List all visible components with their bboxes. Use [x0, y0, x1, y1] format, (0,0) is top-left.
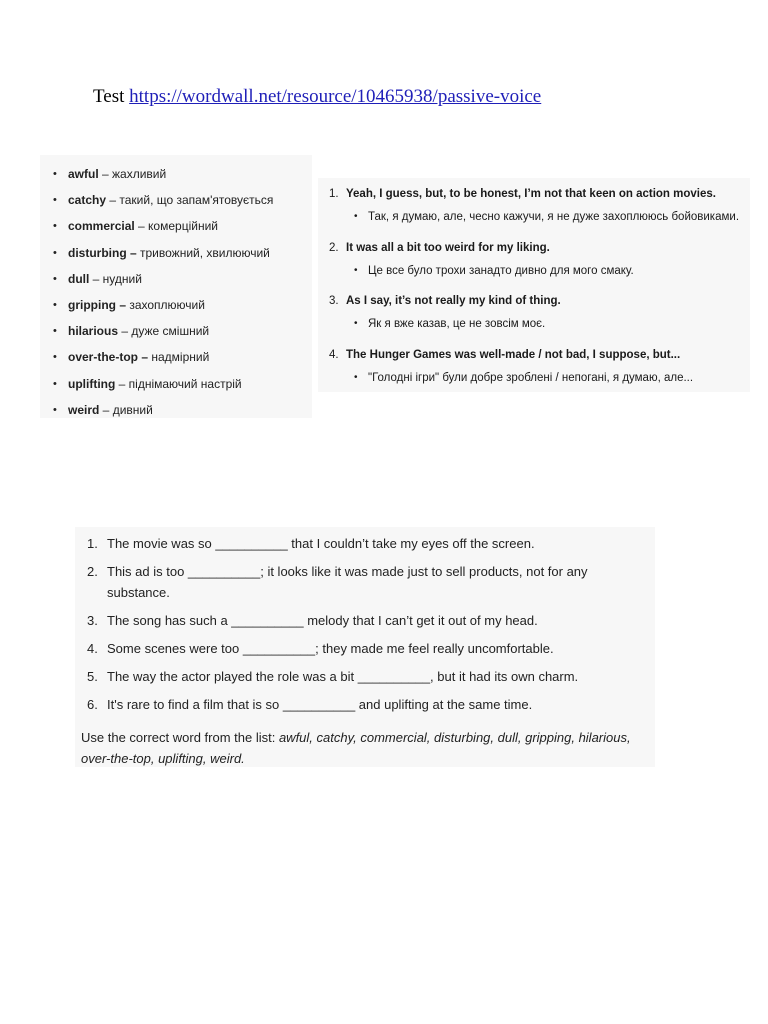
bullet-icon: •: [53, 194, 57, 207]
instruction-prefix: Use the correct word from the list:: [81, 730, 279, 745]
exercise-list: [75, 527, 655, 715]
list-item: [40, 344, 312, 370]
phrase-number: 4.: [329, 348, 339, 361]
phrase-translation-row: [346, 372, 750, 384]
vocab-term: gripping –: [68, 297, 126, 312]
test-label: Test: [93, 86, 125, 107]
exercise-item: [75, 638, 607, 659]
list-item: [40, 187, 312, 213]
vocabulary-panel: [40, 155, 312, 418]
list-item: [40, 161, 312, 187]
bullet-icon: •: [354, 211, 358, 222]
exercise-item: [75, 666, 607, 687]
exercise-sentence: The song has such a __________ melody that I can’t get it out of my head.: [107, 613, 538, 628]
bullet-icon: •: [53, 246, 57, 259]
bullet-icon: •: [53, 403, 57, 416]
exercise-instruction: [81, 727, 651, 769]
instruction-word-list: awful, catchy, commercial, disturbing, dull, gripping, hilarious, over-the-top, uplifting, weird.: [81, 730, 631, 766]
bullet-icon: •: [53, 298, 57, 311]
vocab-separator: –: [98, 167, 113, 181]
wordwall-link[interactable]: https://wordwall.net/resource/10465938/passive-voice: [129, 86, 542, 107]
vocab-translation: такий, що запам'ятовується: [119, 193, 274, 208]
list-item: [318, 238, 750, 292]
exercise-item: [75, 694, 607, 715]
vocab-term: over-the-top –: [68, 350, 149, 365]
phrase-english: It was all a bit too weird for my liking.: [346, 241, 550, 254]
vocab-translation: жахливий: [112, 167, 167, 181]
bullet-icon: •: [354, 371, 358, 383]
vocab-term: uplifting: [68, 376, 116, 391]
exercise-sentence: Some scenes were too __________; they made me feel really uncomfortable.: [107, 641, 554, 656]
list-item: [40, 397, 312, 423]
list-item: [40, 240, 312, 266]
phrase-translation-row: [346, 318, 750, 330]
list-item: [318, 184, 750, 238]
exercise-number: 6.: [87, 697, 98, 712]
vocab-separator: –: [89, 271, 103, 286]
phrase-ukrainian: "Голодні ігри" були добре зроблені / непогані, я думаю, але...: [368, 371, 694, 384]
exercise-number: 1.: [87, 536, 98, 551]
bullet-icon: •: [53, 168, 57, 180]
phrase-translation-row: [346, 265, 750, 277]
phrase-translation-row: [346, 211, 750, 223]
phrase-english: Yeah, I guess, but, to be honest, I’m not that keen on action movies.: [346, 188, 716, 200]
exercise-number: 4.: [87, 641, 98, 656]
vocab-term: commercial: [68, 219, 135, 234]
test-link-line: [93, 86, 541, 108]
vocab-term: dull: [68, 271, 90, 286]
exercise-item: [75, 610, 607, 631]
exercise-sentence: The movie was so __________ that I couldn’t take my eyes off the screen.: [107, 536, 535, 551]
vocab-separator: –: [106, 193, 120, 208]
exercise-number: 2.: [87, 564, 98, 579]
exercise-sentence: This ad is too __________; it looks like it was made just to sell products, not for any substance.: [107, 564, 588, 600]
list-item: [40, 266, 312, 292]
phrase-ukrainian: Як я вже казав, це не зовсім моє.: [368, 318, 546, 331]
vocab-translation: тривожний, хвилюючий: [140, 245, 270, 260]
bullet-icon: •: [354, 318, 358, 330]
exercise-item: [75, 561, 607, 603]
exercise-number: 3.: [87, 613, 98, 628]
vocab-translation: піднімаючий настрій: [128, 376, 242, 391]
phrases-list: [318, 178, 750, 398]
vocab-separator: –: [134, 219, 149, 234]
phrase-ukrainian: Це все було трохи занадто дивно для мого смаку.: [368, 264, 634, 277]
vocab-translation: нудний: [102, 271, 142, 286]
phrase-number: 3.: [329, 295, 339, 308]
vocabulary-list: [40, 155, 312, 423]
list-item: [318, 291, 750, 345]
vocab-separator: –: [115, 376, 129, 391]
bullet-icon: •: [53, 325, 57, 338]
exercise-number: 5.: [87, 669, 98, 684]
phrase-ukrainian: Так, я думаю, але, чесно кажучи, я не дуже захоплююсь бойовиками.: [368, 211, 740, 223]
exercise-item: [75, 533, 607, 554]
bullet-icon: •: [53, 272, 57, 285]
bullet-icon: •: [53, 351, 57, 364]
list-item: [40, 213, 312, 239]
vocab-translation: комерційний: [148, 219, 218, 234]
bullet-icon: •: [354, 264, 358, 276]
vocab-separator: –: [99, 402, 113, 417]
vocab-separator: –: [118, 324, 132, 339]
vocab-translation: надмірний: [151, 350, 210, 365]
vocab-term: catchy: [68, 193, 107, 208]
phrase-english: The Hunger Games was well-made / not bad, I suppose, but...: [346, 348, 681, 361]
vocab-translation: дуже смішний: [131, 324, 210, 339]
vocab-term: hilarious: [68, 324, 119, 339]
exercise-sentence: It's rare to find a film that is so __________ and uplifting at the same time.: [107, 697, 533, 712]
exercise-panel: [75, 527, 655, 767]
list-item: [318, 345, 750, 399]
phrase-number: 2.: [329, 241, 339, 254]
vocab-term: disturbing –: [68, 245, 137, 260]
exercise-sentence: The way the actor played the role was a bit __________, but it had its own charm.: [107, 669, 579, 684]
vocab-translation: захоплюючий: [129, 297, 205, 312]
phrase-english: As I say, it’s not really my kind of thing.: [346, 295, 561, 308]
vocab-translation: дивний: [112, 402, 153, 417]
vocab-term: awful: [68, 167, 99, 181]
phrase-number: 1.: [329, 188, 339, 200]
bullet-icon: •: [53, 377, 57, 390]
list-item: [40, 292, 312, 318]
phrases-panel: [318, 178, 750, 392]
list-item: [40, 371, 312, 397]
list-item: [40, 318, 312, 344]
bullet-icon: •: [53, 220, 57, 233]
vocab-term: weird: [68, 402, 100, 417]
